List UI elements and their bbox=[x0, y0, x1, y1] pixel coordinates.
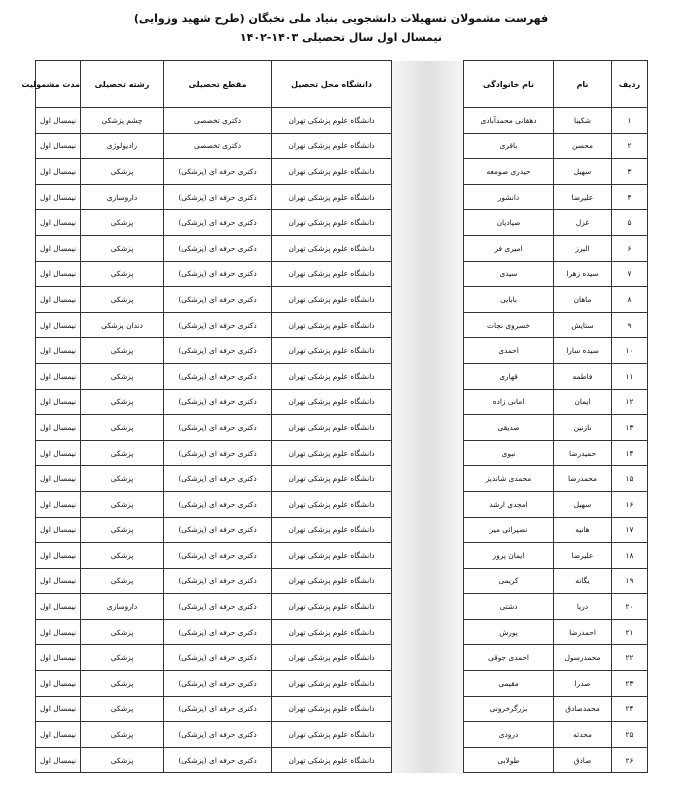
duration-cell: نیمسال اول bbox=[36, 645, 81, 671]
row-number-cell: ۵ bbox=[612, 210, 648, 236]
scan-gap-cell bbox=[392, 312, 464, 338]
degree-cell: دکتری حرفه ای (پزشکی) bbox=[164, 747, 272, 773]
first-name-cell: دریا bbox=[554, 594, 612, 620]
title-semester: نیمسال اول سال تحصیلی ۱۴۰۳-۱۴۰۲ bbox=[239, 31, 443, 44]
duration-cell: نیمسال اول bbox=[36, 517, 81, 543]
field-cell: پزشکی bbox=[81, 440, 164, 466]
duration-cell: نیمسال اول bbox=[36, 389, 81, 415]
degree-cell: دکتری حرفه ای (پزشکی) bbox=[164, 491, 272, 517]
first-name-cell: سیده زهرا bbox=[554, 261, 612, 287]
field-cell: پزشکی bbox=[81, 722, 164, 748]
degree-cell: دکتری حرفه ای (پزشکی) bbox=[164, 261, 272, 287]
duration-cell: نیمسال اول bbox=[36, 722, 81, 748]
degree-cell: دکتری حرفه ای (پزشکی) bbox=[164, 466, 272, 492]
last-name-cell: درودی bbox=[464, 722, 554, 748]
university-cell: دانشگاه علوم پزشکی تهران bbox=[272, 466, 392, 492]
last-name-cell: صیادیان bbox=[464, 210, 554, 236]
table-header-row bbox=[36, 61, 648, 108]
scan-gap-cell bbox=[392, 747, 464, 773]
scan-gap-cell bbox=[392, 594, 464, 620]
first-name-cell: شکیبا bbox=[554, 108, 612, 134]
university-cell: دانشگاه علوم پزشکی تهران bbox=[272, 568, 392, 594]
university-cell: دانشگاه علوم پزشکی تهران bbox=[272, 415, 392, 441]
row-number-cell: ۱۳ bbox=[612, 415, 648, 441]
header-university: دانشگاه محل تحصیل bbox=[272, 61, 392, 108]
first-name-cell: فاطمه bbox=[554, 363, 612, 389]
header-degree: مقطع تحصیلی bbox=[164, 61, 272, 108]
first-name-cell: یگانه bbox=[554, 568, 612, 594]
row-number-cell: ۱۶ bbox=[612, 491, 648, 517]
first-name-cell: محمدرسول bbox=[554, 645, 612, 671]
duration-cell: نیمسال اول bbox=[36, 261, 81, 287]
header-row-number: ردیف bbox=[612, 61, 648, 108]
first-name-cell: صدرا bbox=[554, 671, 612, 697]
degree-cell: دکتری حرفه ای (پزشکی) bbox=[164, 568, 272, 594]
first-name-cell: علیرضا bbox=[554, 543, 612, 569]
duration-cell: نیمسال اول bbox=[36, 133, 81, 159]
scan-gap-cell bbox=[392, 415, 464, 441]
row-number-cell: ۱۵ bbox=[612, 466, 648, 492]
first-name-cell: ماهان bbox=[554, 287, 612, 313]
scan-gap-cell bbox=[392, 568, 464, 594]
title-main: فهرست مشمولان تسهیلات دانشجویی بنیاد ملی نخبگان (طرح شهید وزوایی) bbox=[133, 12, 549, 25]
scan-gap-cell bbox=[392, 235, 464, 261]
row-number-cell: ۱۰ bbox=[612, 338, 648, 364]
row-number-cell: ۶ bbox=[612, 235, 648, 261]
scan-gap-cell bbox=[392, 645, 464, 671]
degree-cell: دکتری حرفه ای (پزشکی) bbox=[164, 235, 272, 261]
row-number-cell: ۱۸ bbox=[612, 543, 648, 569]
university-cell: دانشگاه علوم پزشکی تهران bbox=[272, 287, 392, 313]
degree-cell: دکتری تخصصی bbox=[164, 108, 272, 134]
row-number-cell: ۲۰ bbox=[612, 594, 648, 620]
duration-cell: نیمسال اول bbox=[36, 108, 81, 134]
last-name-cell: محمدی شاندیز bbox=[464, 466, 554, 492]
table-row bbox=[36, 287, 648, 313]
duration-cell: نیمسال اول bbox=[36, 543, 81, 569]
header-first-name: نام bbox=[554, 61, 612, 108]
field-cell: پزشکی bbox=[81, 671, 164, 697]
scan-gap-cell bbox=[392, 543, 464, 569]
duration-cell: نیمسال اول bbox=[36, 363, 81, 389]
last-name-cell: مقیمی bbox=[464, 671, 554, 697]
field-cell: داروسازی bbox=[81, 594, 164, 620]
degree-cell: دکتری حرفه ای (پزشکی) bbox=[164, 363, 272, 389]
degree-cell: دکتری حرفه ای (پزشکی) bbox=[164, 210, 272, 236]
scan-gap-cell bbox=[392, 363, 464, 389]
last-name-cell: دهقانی محمدآبادی bbox=[464, 108, 554, 134]
table-row bbox=[36, 184, 648, 210]
first-name-cell: سهیل bbox=[554, 491, 612, 517]
row-number-cell: ۲۴ bbox=[612, 696, 648, 722]
last-name-cell: امانی زاده bbox=[464, 389, 554, 415]
first-name-cell: محدثه bbox=[554, 722, 612, 748]
university-cell: دانشگاه علوم پزشکی تهران bbox=[272, 184, 392, 210]
table-row bbox=[36, 747, 648, 773]
scan-gap-cell bbox=[392, 491, 464, 517]
last-name-cell: امیری فر bbox=[464, 235, 554, 261]
last-name-cell: کریمی bbox=[464, 568, 554, 594]
first-name-cell: غزل bbox=[554, 210, 612, 236]
university-cell: دانشگاه علوم پزشکی تهران bbox=[272, 594, 392, 620]
field-cell: رادیولوژی bbox=[81, 133, 164, 159]
field-cell: پزشکی bbox=[81, 645, 164, 671]
first-name-cell: محمدرضا bbox=[554, 466, 612, 492]
field-cell: پزشکی bbox=[81, 261, 164, 287]
row-number-cell: ۲۶ bbox=[612, 747, 648, 773]
degree-cell: دکتری حرفه ای (پزشکی) bbox=[164, 159, 272, 185]
table-row bbox=[36, 645, 648, 671]
field-cell: دندان پزشکی bbox=[81, 312, 164, 338]
table-row bbox=[36, 671, 648, 697]
last-name-cell: قهاری bbox=[464, 363, 554, 389]
row-number-cell: ۲ bbox=[612, 133, 648, 159]
first-name-cell: محسن bbox=[554, 133, 612, 159]
scan-gap-cell bbox=[392, 517, 464, 543]
university-cell: دانشگاه علوم پزشکی تهران bbox=[272, 133, 392, 159]
last-name-cell: ایمان پرور bbox=[464, 543, 554, 569]
duration-cell: نیمسال اول bbox=[36, 594, 81, 620]
table-row bbox=[36, 108, 648, 134]
field-cell: پزشکی bbox=[81, 491, 164, 517]
duration-cell: نیمسال اول bbox=[36, 568, 81, 594]
university-cell: دانشگاه علوم پزشکی تهران bbox=[272, 645, 392, 671]
first-name-cell: هانیه bbox=[554, 517, 612, 543]
table-row bbox=[36, 338, 648, 364]
table-row bbox=[36, 594, 648, 620]
university-cell: دانشگاه علوم پزشکی تهران bbox=[272, 671, 392, 697]
last-name-cell: طولابی bbox=[464, 747, 554, 773]
header-last-name: نام خانوادگی bbox=[464, 61, 554, 108]
field-cell: پزشکی bbox=[81, 517, 164, 543]
duration-cell: نیمسال اول bbox=[36, 338, 81, 364]
field-cell: پزشکی bbox=[81, 338, 164, 364]
duration-cell: نیمسال اول bbox=[36, 159, 81, 185]
field-cell: پزشکی bbox=[81, 543, 164, 569]
scan-gap-cell bbox=[392, 184, 464, 210]
degree-cell: دکتری حرفه ای (پزشکی) bbox=[164, 696, 272, 722]
scan-gap-cell bbox=[392, 133, 464, 159]
field-cell: پزشکی bbox=[81, 363, 164, 389]
table-row bbox=[36, 568, 648, 594]
duration-cell: نیمسال اول bbox=[36, 287, 81, 313]
scan-gap-cell bbox=[392, 261, 464, 287]
table-row bbox=[36, 159, 648, 185]
field-cell: چشم پزشکی bbox=[81, 108, 164, 134]
header-field: رشته تحصیلی bbox=[81, 61, 164, 108]
degree-cell: دکتری حرفه ای (پزشکی) bbox=[164, 415, 272, 441]
degree-cell: دکتری حرفه ای (پزشکی) bbox=[164, 594, 272, 620]
field-cell: پزشکی bbox=[81, 210, 164, 236]
duration-cell: نیمسال اول bbox=[36, 466, 81, 492]
recipients-table bbox=[21, 60, 648, 773]
row-number-cell: ۸ bbox=[612, 287, 648, 313]
table-body bbox=[36, 108, 648, 773]
scan-gap-cell bbox=[392, 389, 464, 415]
last-name-cell: دانشور bbox=[464, 184, 554, 210]
table-row bbox=[36, 261, 648, 287]
row-number-cell: ۲۳ bbox=[612, 671, 648, 697]
degree-cell: دکتری حرفه ای (پزشکی) bbox=[164, 312, 272, 338]
degree-cell: دکتری حرفه ای (پزشکی) bbox=[164, 440, 272, 466]
row-number-cell: ۹ bbox=[612, 312, 648, 338]
row-number-cell: ۲۵ bbox=[612, 722, 648, 748]
field-cell: پزشکی bbox=[81, 235, 164, 261]
last-name-cell: حیدری صومعه bbox=[464, 159, 554, 185]
last-name-cell: احمدی bbox=[464, 338, 554, 364]
degree-cell: دکتری حرفه ای (پزشکی) bbox=[164, 184, 272, 210]
table-row bbox=[36, 235, 648, 261]
table-row bbox=[36, 619, 648, 645]
last-name-cell: بزرگرخرونی bbox=[464, 696, 554, 722]
row-number-cell: ۱۱ bbox=[612, 363, 648, 389]
university-cell: دانشگاه علوم پزشکی تهران bbox=[272, 440, 392, 466]
last-name-cell: احمدی جوقی bbox=[464, 645, 554, 671]
degree-cell: دکتری حرفه ای (پزشکی) bbox=[164, 543, 272, 569]
table-row bbox=[36, 466, 648, 492]
table-row bbox=[36, 491, 648, 517]
last-name-cell: امجدی ارشد bbox=[464, 491, 554, 517]
first-name-cell: صادق bbox=[554, 747, 612, 773]
last-name-cell: خسروی نجات bbox=[464, 312, 554, 338]
table-row bbox=[36, 440, 648, 466]
degree-cell: دکتری حرفه ای (پزشکی) bbox=[164, 287, 272, 313]
degree-cell: دکتری حرفه ای (پزشکی) bbox=[164, 389, 272, 415]
last-name-cell: پورش bbox=[464, 619, 554, 645]
first-name-cell: حمیدرضا bbox=[554, 440, 612, 466]
first-name-cell: نازنین bbox=[554, 415, 612, 441]
degree-cell: دکتری حرفه ای (پزشکی) bbox=[164, 338, 272, 364]
first-name-cell: ستایش bbox=[554, 312, 612, 338]
university-cell: دانشگاه علوم پزشکی تهران bbox=[272, 543, 392, 569]
university-cell: دانشگاه علوم پزشکی تهران bbox=[272, 619, 392, 645]
duration-cell: نیمسال اول bbox=[36, 671, 81, 697]
duration-cell: نیمسال اول bbox=[36, 491, 81, 517]
degree-cell: دکتری حرفه ای (پزشکی) bbox=[164, 619, 272, 645]
university-cell: دانشگاه علوم پزشکی تهران bbox=[272, 159, 392, 185]
table-row bbox=[36, 312, 648, 338]
university-cell: دانشگاه علوم پزشکی تهران bbox=[272, 517, 392, 543]
row-number-cell: ۱۹ bbox=[612, 568, 648, 594]
university-cell: دانشگاه علوم پزشکی تهران bbox=[272, 210, 392, 236]
last-name-cell: صدیقی bbox=[464, 415, 554, 441]
row-number-cell: ۱۷ bbox=[612, 517, 648, 543]
table-row bbox=[36, 696, 648, 722]
scan-gap-cell bbox=[392, 671, 464, 697]
last-name-cell: باقری bbox=[464, 133, 554, 159]
field-cell: پزشکی bbox=[81, 415, 164, 441]
last-name-cell: نصیرائی میر bbox=[464, 517, 554, 543]
university-cell: دانشگاه علوم پزشکی تهران bbox=[272, 747, 392, 773]
row-number-cell: ۲۲ bbox=[612, 645, 648, 671]
duration-cell: نیمسال اول bbox=[36, 235, 81, 261]
scan-gap-cell bbox=[392, 619, 464, 645]
scan-gap-cell bbox=[392, 108, 464, 134]
field-cell: پزشکی bbox=[81, 747, 164, 773]
table-row bbox=[36, 210, 648, 236]
duration-cell: نیمسال اول bbox=[36, 747, 81, 773]
last-name-cell: بابایی bbox=[464, 287, 554, 313]
row-number-cell: ۱ bbox=[612, 108, 648, 134]
row-number-cell: ۴ bbox=[612, 184, 648, 210]
last-name-cell: سیدی bbox=[464, 261, 554, 287]
university-cell: دانشگاه علوم پزشکی تهران bbox=[272, 338, 392, 364]
first-name-cell: علیرضا bbox=[554, 184, 612, 210]
table-row bbox=[36, 415, 648, 441]
scan-gap-cell bbox=[392, 338, 464, 364]
university-cell: دانشگاه علوم پزشکی تهران bbox=[272, 389, 392, 415]
first-name-cell: البرز bbox=[554, 235, 612, 261]
first-name-cell: محمدصادق bbox=[554, 696, 612, 722]
field-cell: پزشکی bbox=[81, 466, 164, 492]
scan-gap-cell bbox=[392, 696, 464, 722]
table-row bbox=[36, 517, 648, 543]
field-cell: پزشکی bbox=[81, 159, 164, 185]
degree-cell: دکتری حرفه ای (پزشکی) bbox=[164, 645, 272, 671]
degree-cell: دکتری حرفه ای (پزشکی) bbox=[164, 517, 272, 543]
row-number-cell: ۳ bbox=[612, 159, 648, 185]
university-cell: دانشگاه علوم پزشکی تهران bbox=[272, 491, 392, 517]
duration-cell: نیمسال اول bbox=[36, 210, 81, 236]
field-cell: پزشکی bbox=[81, 568, 164, 594]
duration-cell: نیمسال اول bbox=[36, 184, 81, 210]
scan-gap-cell bbox=[392, 440, 464, 466]
field-cell: پزشکی bbox=[81, 389, 164, 415]
field-cell: پزشکی bbox=[81, 287, 164, 313]
last-name-cell: دشتی bbox=[464, 594, 554, 620]
scan-gap-cell bbox=[392, 210, 464, 236]
degree-cell: دکتری تخصصی bbox=[164, 133, 272, 159]
document-title bbox=[0, 8, 682, 46]
first-name-cell: سهیل bbox=[554, 159, 612, 185]
duration-cell: نیمسال اول bbox=[36, 619, 81, 645]
scan-gap-cell bbox=[392, 287, 464, 313]
duration-cell: نیمسال اول bbox=[36, 312, 81, 338]
scan-gap-cell bbox=[392, 159, 464, 185]
row-number-cell: ۲۱ bbox=[612, 619, 648, 645]
degree-cell: دکتری حرفه ای (پزشکی) bbox=[164, 671, 272, 697]
university-cell: دانشگاه علوم پزشکی تهران bbox=[272, 722, 392, 748]
field-cell: پزشکی bbox=[81, 696, 164, 722]
table-row bbox=[36, 363, 648, 389]
row-number-cell: ۱۲ bbox=[612, 389, 648, 415]
university-cell: دانشگاه علوم پزشکی تهران bbox=[272, 696, 392, 722]
university-cell: دانشگاه علوم پزشکی تهران bbox=[272, 312, 392, 338]
duration-cell: نیمسال اول bbox=[36, 696, 81, 722]
table-row bbox=[36, 722, 648, 748]
scan-gap bbox=[392, 61, 464, 108]
table-row bbox=[36, 389, 648, 415]
scan-gap-cell bbox=[392, 722, 464, 748]
university-cell: دانشگاه علوم پزشکی تهران bbox=[272, 261, 392, 287]
field-cell: پزشکی bbox=[81, 619, 164, 645]
row-number-cell: ۱۴ bbox=[612, 440, 648, 466]
scan-gap-cell bbox=[392, 466, 464, 492]
header-duration: مدت مشمولیت bbox=[36, 61, 81, 108]
table-row bbox=[36, 543, 648, 569]
duration-cell: نیمسال اول bbox=[36, 415, 81, 441]
table-row bbox=[36, 133, 648, 159]
first-name-cell: ایمان bbox=[554, 389, 612, 415]
field-cell: داروسازی bbox=[81, 184, 164, 210]
university-cell: دانشگاه علوم پزشکی تهران bbox=[272, 235, 392, 261]
duration-cell: نیمسال اول bbox=[36, 440, 81, 466]
university-cell: دانشگاه علوم پزشکی تهران bbox=[272, 363, 392, 389]
university-cell: دانشگاه علوم پزشکی تهران bbox=[272, 108, 392, 134]
first-name-cell: سیده سارا bbox=[554, 338, 612, 364]
degree-cell: دکتری حرفه ای (پزشکی) bbox=[164, 722, 272, 748]
last-name-cell: نبوی bbox=[464, 440, 554, 466]
first-name-cell: احمدرضا bbox=[554, 619, 612, 645]
row-number-cell: ۷ bbox=[612, 261, 648, 287]
